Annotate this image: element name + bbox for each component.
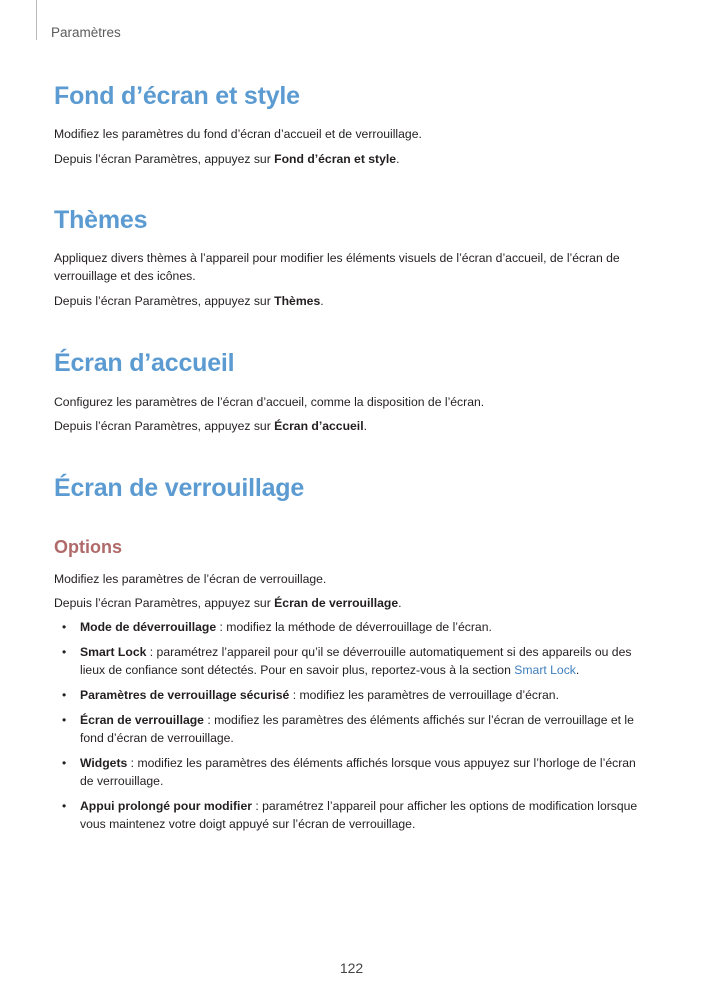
option-term: Widgets [80,756,128,770]
list-item [54,711,650,747]
path-target: Fond d’écran et style [274,152,397,166]
section-title-wallpaper: Fond d’écran et style [54,82,300,110]
path-target: Écran de verrouillage [274,596,399,610]
option-term: Paramètres de verrouillage sécurisé [80,688,290,702]
path-suffix: . [398,596,402,610]
path-target: Thèmes [274,294,321,308]
path-prefix: Depuis l’écran Paramètres, appuyez sur [54,596,275,610]
lock-screen-description: Modifiez les paramètres de l’écran de verrouillage. [54,572,327,586]
option-term: Smart Lock [80,645,147,659]
home-screen-description: Configurez les paramètres de l’écran d’accueil, comme la disposition de l’écran. [54,395,485,409]
path-suffix: . [363,419,367,433]
section-title-themes: Thèmes [54,206,148,234]
option-text: : paramétrez l’appareil pour qu’il se déverrouille automatiquement si des appareils ou des lieux de confiance sont détectés. Pour en savoir plus, reportez-vous à la section [80,645,632,677]
bullet-dot: • [62,713,67,727]
path-prefix: Depuis l’écran Paramètres, appuyez sur [54,419,275,433]
path-suffix: . [320,294,324,308]
bullet-dot: • [62,756,67,770]
bullet-dot: • [62,620,67,634]
section-title-lock-screen: Écran de verrouillage [54,474,305,502]
path-prefix: Depuis l’écran Paramètres, appuyez sur [54,294,275,308]
home-screen-path [54,417,644,435]
path-prefix: Depuis l’écran Paramètres, appuyez sur [54,152,275,166]
page-number: 122 [339,960,364,976]
running-header: Paramètres [51,25,121,40]
list-item [54,754,650,790]
bullet-dot: • [62,799,67,813]
subsection-title-options: Options [54,537,122,557]
path-target: Écran d’accueil [274,419,364,433]
option-text: : modifiez les paramètres de verrouillage d’écran. [289,688,559,702]
option-text: : paramétrez l’appareil pour afficher les options de modification lorsque vous maintenez votre doigt appuyé sur l’écran de verrouillage. [80,799,638,831]
option-text: : modifiez les paramètres des éléments affichés sur l’écran de verrouillage et le fond d’écran de verrouillage. [80,713,634,745]
header-divider [36,0,37,40]
section-title-home-screen: Écran d’accueil [54,349,235,377]
path-suffix: . [396,152,400,166]
lock-screen-options-list [54,618,654,840]
list-item [54,797,650,833]
option-term: Appui prolongé pour modifier [80,799,252,813]
smart-lock-link[interactable]: Smart Lock [514,663,576,677]
list-item [54,643,650,679]
bullet-dot: • [62,688,67,702]
option-text: : modifiez les paramètres des éléments affichés lorsque vous appuyez sur l’horloge de l’écran de verrouillage. [80,756,636,788]
list-item [54,618,650,636]
wallpaper-path [54,150,644,168]
option-term: Mode de déverrouillage [80,620,217,634]
option-term: Écran de verrouillage [80,713,204,727]
themes-description: Appliquez divers thèmes à l’appareil pour modifier les éléments visuels de l’écran d’accueil, de l’écran de verrouillage et des icônes. [54,251,620,283]
wallpaper-description: Modifiez les paramètres du fond d’écran d’accueil et de verrouillage. [54,127,422,141]
list-item [54,686,650,704]
option-text-end: . [575,663,580,677]
lock-screen-path [54,594,644,612]
option-text: : modifiez la méthode de déverrouillage de l’écran. [216,620,492,634]
themes-path [54,292,644,310]
bullet-dot: • [62,645,67,659]
